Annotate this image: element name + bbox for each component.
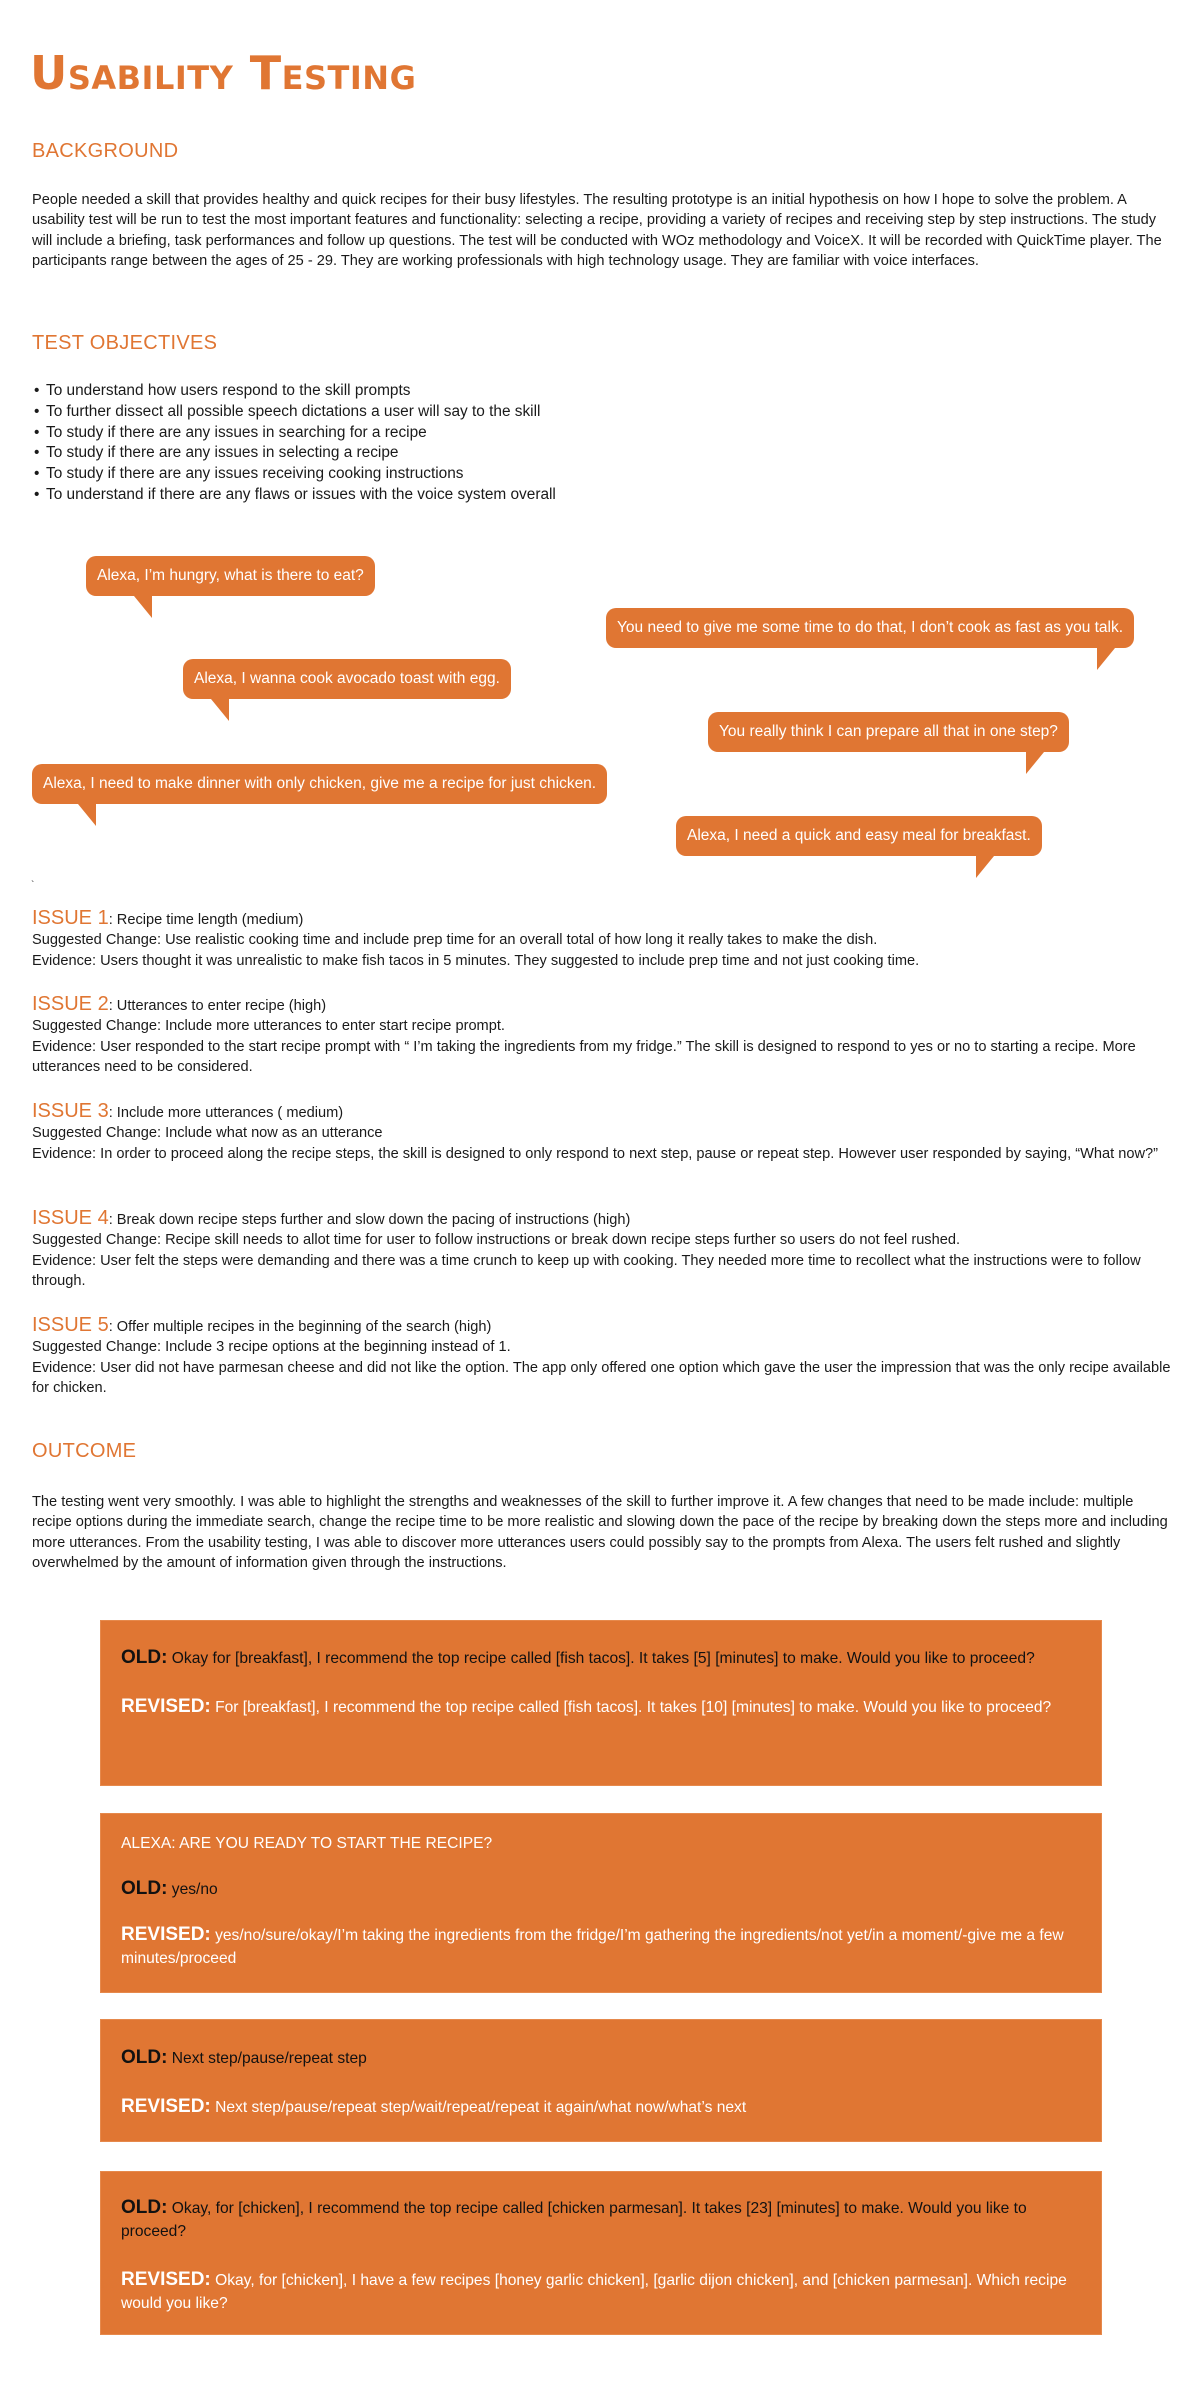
quote-bubble — [86, 556, 375, 596]
objective-item: • To study if there are any issues in selecting a recipe — [32, 443, 556, 464]
revision-box — [100, 1813, 1102, 1993]
revised-text: Okay, for [chicken], I have a few recipes [honey garlic chicken], [garlic dijon chicken], and [chicken parmesan]. Which recipe would you like? — [121, 2272, 1067, 2312]
revised-label: REVISED: — [121, 2269, 211, 2290]
objective-item: • To understand how users respond to the skill prompts — [32, 381, 556, 402]
quote-text: Alexa, I need a quick and easy meal for breakfast. — [687, 827, 1031, 844]
issue-block — [32, 1101, 1182, 1164]
issue-title: : Break down recipe steps further and slow down the pacing of instructions (high) — [108, 1212, 631, 1228]
issue-suggested-change: Suggested Change: Include what now as an utterance — [32, 1125, 383, 1142]
bubble-tail-icon — [134, 596, 152, 618]
issue-label: ISSUE 5 — [32, 1314, 109, 1336]
objective-item: • To understand if there are any flaws or issues with the voice system overall — [32, 485, 556, 506]
issue-evidence: Evidence: In order to proceed along the recipe steps, the skill is designed to only respond to next step, pause or repeat step. However user responded by saying, “What now?” — [32, 1145, 1158, 1162]
quote-bubble — [32, 764, 607, 804]
objectives-heading: TEST OBJECTIVES — [32, 332, 218, 354]
issue-evidence: Evidence: User felt the steps were demanding and there was a time crunch to keep up with cooking. They needed more time to recollect what the instructions were to follow through. — [32, 1252, 1141, 1290]
old-label: OLD: — [121, 1647, 168, 1668]
outcome-heading: OUTCOME — [32, 1440, 137, 1462]
issue-evidence: Evidence: Users thought it was unrealistic to make fish tacos in 5 minutes. They suggested to include prep time and not just cooking time. — [32, 952, 920, 969]
old-text: Okay, for [chicken], I recommend the top recipe called [chicken parmesan]. It takes [23] [minutes] to make. Would you like to proceed? — [121, 2200, 1027, 2240]
issue-title: : Recipe time length (medium) — [108, 912, 304, 928]
objective-item: • To study if there are any issues in searching for a recipe — [32, 423, 556, 444]
issue-label: ISSUE 3 — [32, 1100, 109, 1122]
alexa-prompt: ALEXA: ARE YOU READY TO START THE RECIPE? — [121, 1835, 493, 1852]
issue-title: : Offer multiple recipes in the beginning of the search (high) — [108, 1319, 492, 1335]
revised-text: Next step/pause/repeat step/wait/repeat/repeat it again/what now/what’s next — [210, 2099, 747, 2116]
issue-label: ISSUE 2 — [32, 993, 109, 1015]
quote-text: You really think I can prepare all that in one step? — [719, 723, 1058, 740]
bubble-tail-icon — [78, 804, 96, 826]
quote-text: You need to give me some time to do that, I don’t cook as fast as you talk. — [617, 619, 1124, 636]
issue-suggested-change: Suggested Change: Include more utterances to enter start recipe prompt. — [32, 1018, 505, 1035]
bubble-tail-icon — [1026, 752, 1044, 774]
revision-box — [100, 1620, 1102, 1786]
bubble-tail-icon — [1097, 648, 1115, 670]
old-label: OLD: — [121, 2197, 168, 2218]
issue-evidence: Evidence: User responded to the start recipe prompt with “ I’m taking the ingredients from my fridge.” The skill is designed to respond to yes or no to starting a recipe. More utterances need to be considered. — [32, 1038, 1136, 1076]
stray-mark: ` — [31, 880, 35, 891]
old-text: Next step/pause/repeat step — [167, 2050, 367, 2067]
revised-label: REVISED: — [121, 1696, 211, 1717]
issue-block — [32, 994, 1182, 1078]
issue-suggested-change: Suggested Change: Use realistic cooking time and include prep time for an overall total of how long it really takes to make the dish. — [32, 932, 878, 949]
background-heading: BACKGROUND — [32, 140, 179, 162]
quote-text: Alexa, I need to make dinner with only chicken, give me a recipe for just chicken. — [43, 775, 597, 792]
issue-suggested-change: Suggested Change: Include 3 recipe options at the beginning instead of 1. — [32, 1339, 511, 1356]
revised-label: REVISED: — [121, 2096, 211, 2117]
objectives-list — [32, 381, 556, 506]
old-text: yes/no — [167, 1881, 218, 1898]
page-title: Usability Testing — [30, 46, 417, 100]
bubble-tail-icon — [976, 856, 994, 878]
outcome-text: The testing went very smoothly. I was able to highlight the strengths and weaknesses of the skill to further improve it. A few changes that need to be made include: multiple recipe options during the immediate search, change the recipe time to be more realistic and slowing down the pace of the recipe by breaking down the steps more and including more utterances. From the usability testing, I was able to discover more utterances users could possibly say to the prompts from Alexa. The users felt rushed and slightly overwhelmed by the amount of information given through the instructions. — [32, 1494, 1168, 1572]
old-label: OLD: — [121, 1878, 168, 1899]
revised-text: yes/no/sure/okay/I’m taking the ingredients from the fridge/I’m gathering the ingredients/not yet/in a moment/-give me a few minutes/proceed — [121, 1927, 1064, 1967]
quote-bubble — [606, 608, 1134, 648]
issue-suggested-change: Suggested Change: Recipe skill needs to allot time for user to follow instructions or break down recipe steps further so users do not feel rushed. — [32, 1232, 961, 1249]
revision-box — [100, 2019, 1102, 2142]
issue-block — [32, 1208, 1182, 1292]
revision-box — [100, 2171, 1102, 2335]
objective-item: • To further dissect all possible speech dictations a user will say to the skill — [32, 402, 556, 423]
issue-label: ISSUE 4 — [32, 1207, 109, 1229]
quote-bubble — [708, 712, 1069, 752]
quote-bubble — [676, 816, 1042, 856]
revised-text: For [breakfast], I recommend the top recipe called [fish tacos]. It takes [10] [minutes] to make. Would you like to proceed? — [210, 1699, 1052, 1716]
issue-label: ISSUE 1 — [32, 907, 109, 929]
issue-title: : Include more utterances ( medium) — [108, 1105, 344, 1121]
background-text: People needed a skill that provides healthy and quick recipes for their busy lifestyles. The resulting prototype is an initial hypothesis on how I hope to solve the problem. A usability test will be run to test the most important features and functionality: selecting a recipe, providing a variety of recipes and receiving step by step instructions. The study will include a briefing, task performances and follow up questions. The test will be conducted with WOz methodology and VoiceX. It will be recorded with QuickTime player. The participants range between the ages of 25 - 29. They are working professionals with high technology usage. They are familiar with voice interfaces. — [32, 192, 1162, 270]
quote-text: Alexa, I wanna cook avocado toast with egg. — [194, 670, 500, 687]
issue-title: : Utterances to enter recipe (high) — [108, 998, 327, 1014]
old-text: Okay for [breakfast], I recommend the top recipe called [fish tacos]. It takes [5] [minutes] to make. Would you like to proceed? — [167, 1650, 1035, 1667]
quote-bubble — [183, 659, 511, 699]
issue-evidence: Evidence: User did not have parmesan cheese and did not like the option. The app only offered one option which gave the user the impression that was the only recipe available for chicken. — [32, 1359, 1171, 1397]
bubble-tail-icon — [211, 699, 229, 721]
objective-item: • To study if there are any issues receiving cooking instructions — [32, 464, 556, 485]
issue-block — [32, 908, 1182, 971]
revised-label: REVISED: — [121, 1924, 211, 1945]
old-label: OLD: — [121, 2047, 168, 2068]
quote-text: Alexa, I’m hungry, what is there to eat? — [97, 567, 364, 584]
issue-block — [32, 1315, 1182, 1399]
